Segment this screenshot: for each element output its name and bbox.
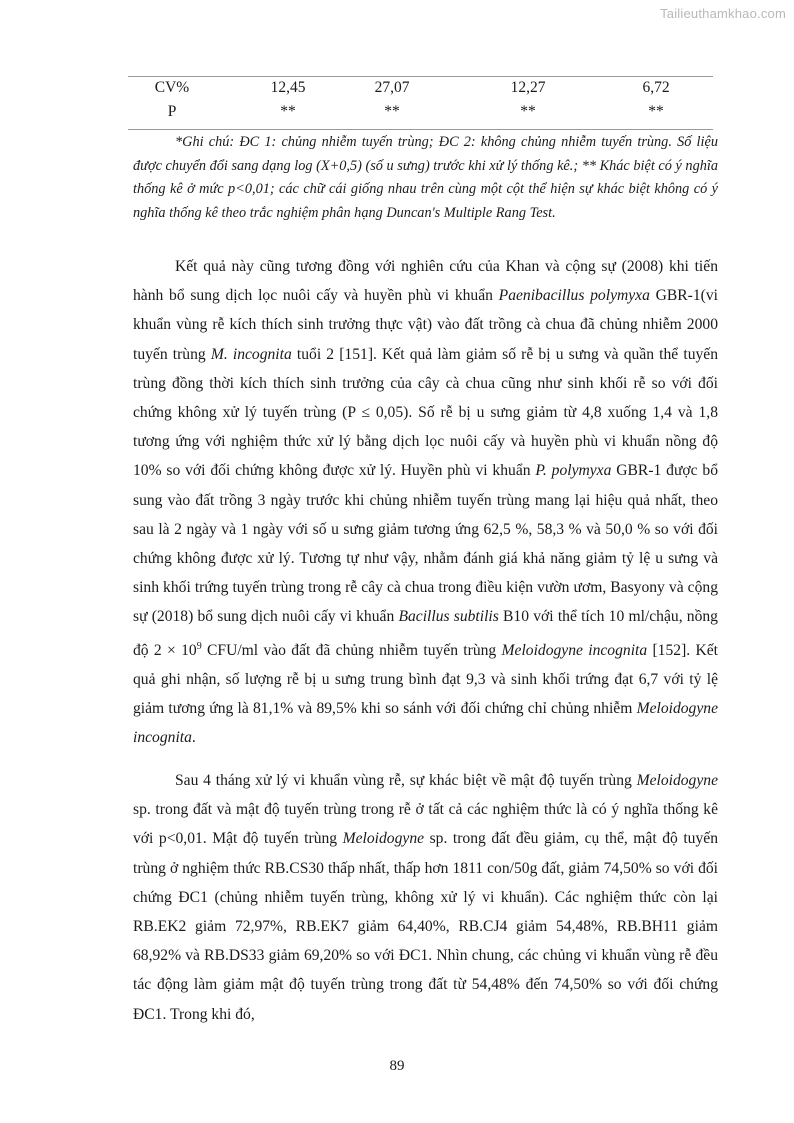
paragraph-1 bbox=[133, 252, 718, 753]
table-row-cv bbox=[128, 79, 713, 103]
cv-value-2: 27,07 bbox=[374, 79, 410, 96]
cv-value-4: 6,72 bbox=[642, 79, 670, 96]
para2-text: sp. trong đất và mật độ tuyến trùng trong rễ ở tất cả các nghiệm thức là có ý nghĩa thống kê với p<0,01. Mật độ tuyến trùng bbox=[133, 801, 718, 848]
watermark: Tailieuthamkhao.com bbox=[660, 6, 786, 21]
para1-species: P. polymyxa bbox=[535, 462, 612, 480]
page-number: 89 bbox=[389, 1058, 405, 1074]
para1-species: Bacillus subtilis bbox=[398, 608, 499, 626]
row-label-p: P bbox=[167, 103, 177, 120]
para1-text: tuổi 2 [151]. Kết quả làm giảm số rễ bị u sưng và quần thể tuyến trùng đồng thời kích thích sinh trưởng của cây cà chua cũng như sinh khối rễ so với đối chứng không xử lý tuyến trùng (P ≤ 0,05). Số rễ bị u sưng giảm từ 4,8 xuống 1,4 và 1,8 tương ứng với nghiệm thức xử lý bằng dịch lọc nuôi cấy và huyền phù vi khuẩn nồng độ 10% so với đối chứng không được xử lý. Huyền phù vi khuẩn bbox=[133, 345, 719, 480]
para1-text: [152]. Kết quả ghi nhận, số lượng rễ bị u sưng trung bình đạt 9,3 và sinh khối trứng đạt 6,7 với tỷ lệ giảm tương ứng là 81,1% và 89,5% khi so sánh với đối chứng chỉ chủng nhiễm bbox=[133, 641, 718, 718]
table-top-rule bbox=[128, 76, 713, 77]
p-value-3: ** bbox=[520, 103, 536, 120]
para1-text: GBR-1 được bổ sung vào đất trồng 3 ngày trước khi chủng nhiễm tuyến trùng mang lại hiệu quả nhất, theo sau là 2 ngày và 1 ngày với số u sưng giảm tương ứng 62,5 %, 58,3 % và 50,0 % so với đối chứng không được xử lý. Tương tự như vậy, nhằm đánh giá khả năng giảm tỷ lệ u sưng và sinh khối trứng tuyến trùng trong rễ cây cà chua trong điều kiện vườn ươm, Basyony và cộng sự (2018) bổ sung dịch nuôi cấy vi khuẩn bbox=[133, 462, 719, 626]
para2-species: Meloidogyne bbox=[636, 772, 718, 789]
para2-text: sp. trong đất đều giảm, cụ thể, mật độ tuyến trùng ở nghiệm thức RB.CS30 thấp nhất, thấp hơn 1811 con/50g đất, giảm 74,50% so với đối chứng ĐC1 (chủng nhiễm tuyến trùng, không xử lý vi khuẩn). Các nghiệm thức còn lại RB.EK2 giảm 72,97%, RB.EK7 giảm 64,40%, RB.CJ4 giảm 54,48%, RB.BH11 giảm 68,92% và RB.DS33 giảm 69,20% so với ĐC1. Nhìn chung, các chủng vi khuẩn vùng rễ đều tác động làm giảm mật độ tuyến trùng trong đất từ 54,48% đến 74,50% so với đối chứng ĐC1. Trong khi đó, bbox=[133, 830, 718, 1023]
para1-text: GBR-1(vi khuẩn vùng rễ kích thích sinh trưởng thực vật) vào đất trồng cà chua đã chủng nhiễm 2000 tuyến trùng bbox=[133, 287, 718, 363]
para1-species: M. incognita bbox=[210, 345, 292, 363]
cv-value-1: 12,45 bbox=[270, 79, 306, 96]
table-bottom-rule bbox=[128, 129, 713, 130]
paragraph-2 bbox=[133, 766, 718, 1029]
cv-value-3: 12,27 bbox=[510, 79, 546, 96]
para1-species: Meloidogyne incognita bbox=[501, 641, 648, 659]
para1-text: CFU/ml vào đất đã chủng nhiễm tuyến trùng bbox=[201, 641, 502, 659]
para2-text: Sau 4 tháng xử lý vi khuẩn vùng rễ, sự khác biệt về mật độ tuyến trùng bbox=[175, 772, 637, 789]
para1-text: Kết quả này cũng tương đồng với nghiên cứu của Khan và cộng sự (2008) khi tiến hành bổ sung dịch lọc nuôi cấy và huyền phù vi khuẩn bbox=[133, 258, 718, 305]
p-value-1: ** bbox=[280, 103, 296, 120]
para1-species: Meloidogyne incognita bbox=[133, 700, 718, 747]
row-label-cv: CV% bbox=[154, 79, 190, 96]
para1-species: Paenibacillus polymyxa bbox=[498, 287, 650, 305]
p-value-4: ** bbox=[648, 103, 664, 120]
p-value-2: ** bbox=[384, 103, 400, 120]
table-footnote bbox=[133, 131, 718, 225]
exponent: 9 bbox=[196, 640, 202, 652]
para2-species: Meloidogyne bbox=[342, 830, 425, 848]
para1-text: B10 với thể tích 10 ml/chậu, nồng độ 2 × 10 bbox=[133, 608, 718, 659]
para1-text: . bbox=[191, 729, 196, 747]
table-row-p bbox=[128, 103, 713, 127]
footnote-text: *Ghi chú: ĐC 1: chủng nhiễm tuyến trùng; ĐC 2: không chủng nhiễm tuyến trùng. Số liệu được chuyển đổi sang dạng log (X+0,5) (số u sưng) trước khi xử lý thống kê.; ** Khác biệt có ý nghĩa thống kê ở mức p<0,01; các chữ cái giống nhau trên cùng một cột thể hiện sự khác biệt không có ý nghĩa thống kê theo trắc nghiệm phân hạng Duncan's Multiple Rang Test. bbox=[133, 134, 718, 221]
